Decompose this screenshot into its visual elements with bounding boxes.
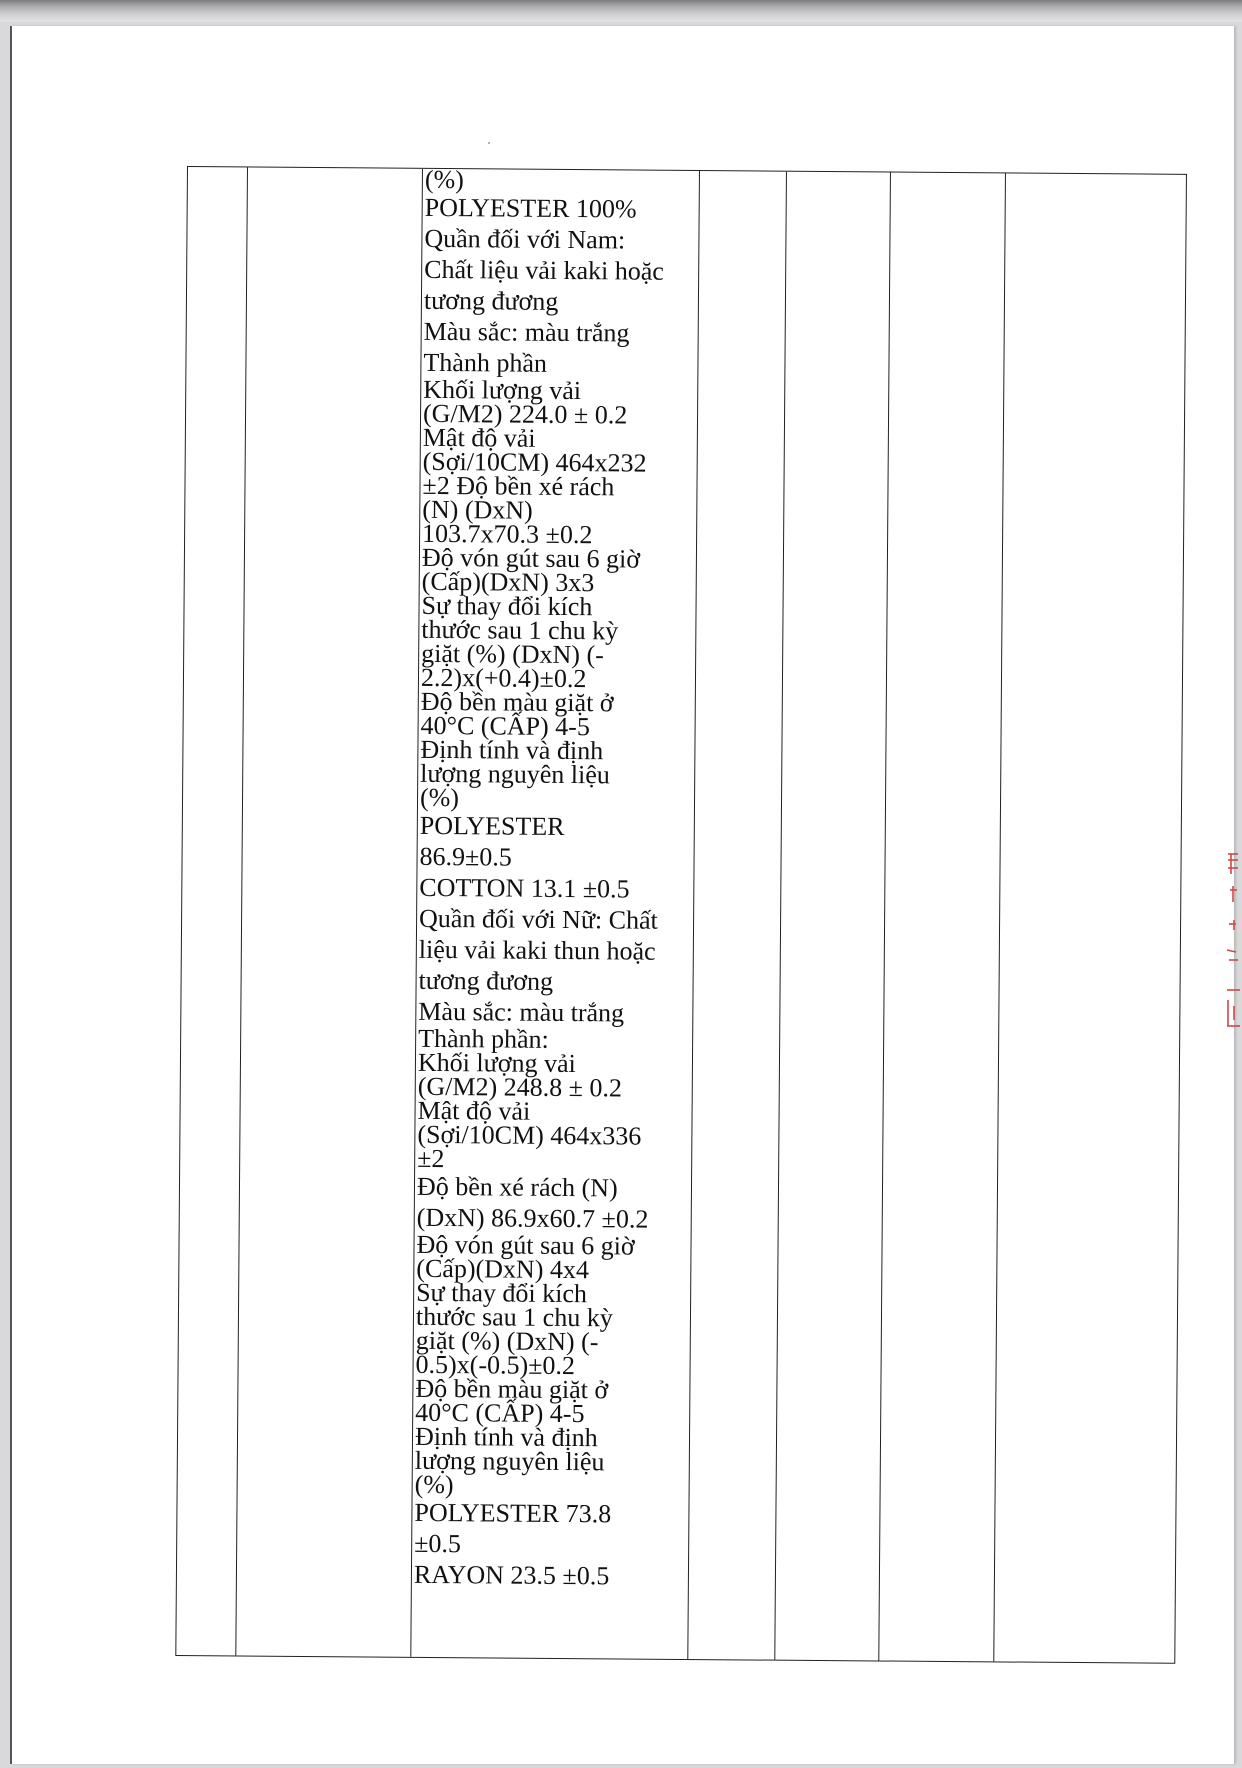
- spec-line: Độ vón gút sau 6 giờ: [416, 1229, 635, 1261]
- spec-line: liệu vải kaki thun hoặc: [418, 934, 656, 966]
- spec-line: Thành phần:: [418, 1023, 549, 1054]
- spec-line: giặt (%) (DxN) (-: [421, 638, 604, 670]
- spec-line: ±0.5: [414, 1528, 462, 1559]
- spec-line: (G/M2) 248.8 ± 0.2: [417, 1071, 623, 1103]
- spec-line: 2.2)x(+0.4)±0.2: [420, 662, 587, 694]
- spec-line: tương đương: [423, 285, 559, 316]
- scanner-top-strip: [0, 0, 1242, 22]
- spec-line: Định tính và định: [420, 734, 604, 766]
- scan-speck: [488, 142, 490, 144]
- document-page: [10, 26, 1234, 1764]
- spec-line: Mật độ vải: [422, 422, 536, 453]
- spec-line: Quần đối với Nữ: Chất: [418, 903, 658, 935]
- table-column-5: [775, 172, 891, 1661]
- spec-line: POLYESTER 73.8: [414, 1497, 612, 1529]
- spec-line: (Sợi/10CM) 464x336: [417, 1119, 642, 1151]
- spec-text-cell: [413, 164, 697, 1592]
- spec-line: Độ bền màu giặt ở: [420, 686, 614, 718]
- spec-line: (%): [414, 1469, 454, 1500]
- spec-line: 103.7x70.3 ±0.2: [422, 518, 593, 550]
- spec-line: (G/M2) 224.0 ± 0.2: [422, 398, 628, 430]
- spec-line: Thành phần: [423, 347, 548, 378]
- spec-line: 40°C (CẤP) 4-5: [415, 1397, 585, 1429]
- spec-line: (Cấp)(DxN) 4x4: [416, 1253, 590, 1285]
- spec-line: Màu sắc: màu trắng: [418, 996, 625, 1028]
- spec-line: lượng nguyên liệu: [420, 758, 610, 790]
- spec-line: giặt (%) (DxN) (-: [415, 1325, 599, 1357]
- spec-line: Quần đối với Nam:: [424, 223, 626, 255]
- table-column-7: [994, 173, 1186, 1662]
- spec-line: Mật độ vải: [417, 1095, 531, 1126]
- spec-line: Sự thay đổi kích: [421, 590, 593, 622]
- spec-line: tương đương: [418, 965, 554, 996]
- spec-line: COTTON 13.1 ±0.5: [419, 872, 630, 904]
- table-column-6: [879, 173, 1006, 1662]
- spec-line: ±2 Độ bền xé rách: [422, 470, 615, 502]
- spec-line: Độ vón gút sau 6 giờ: [421, 542, 641, 574]
- spec-line: thước sau 1 chu kỳ: [415, 1301, 613, 1333]
- spec-line: (Sợi/10CM) 464x232: [422, 446, 647, 478]
- spec-line: 0.5)x(-0.5)±0.2: [415, 1349, 576, 1381]
- spec-line: Định tính và định: [414, 1421, 598, 1453]
- spec-table: [175, 166, 1187, 1664]
- spec-line: Độ bền màu giặt ở: [415, 1373, 609, 1405]
- spec-line: 86.9±0.5: [419, 841, 512, 872]
- spec-line: Khối lượng vải: [417, 1047, 576, 1079]
- spec-line: POLYESTER 100%: [424, 192, 637, 224]
- spec-line: lượng nguyên liệu: [414, 1445, 605, 1477]
- table-column-2: [236, 167, 423, 1656]
- spec-line: Chất liệu vải kaki hoặc: [424, 254, 665, 286]
- spec-line: (%): [419, 782, 460, 813]
- spec-line: ±2: [417, 1143, 445, 1174]
- spec-line: Sự thay đổi kích: [416, 1277, 588, 1309]
- spec-line: Độ bền xé rách (N): [416, 1171, 618, 1203]
- spec-line: thước sau 1 chu kỳ: [421, 614, 619, 646]
- red-stamp-fragment: [1222, 850, 1242, 1040]
- spec-line: POLYESTER: [419, 810, 565, 841]
- spec-line: (DxN) 86.9x60.7 ±0.2: [416, 1202, 649, 1234]
- spec-line: (N) (DxN): [422, 494, 533, 525]
- spec-line: (Cấp)(DxN) 3x3: [421, 566, 595, 598]
- spec-line: Màu sắc: màu trắng: [423, 316, 630, 348]
- spec-line: RAYON 23.5 ±0.5: [413, 1559, 610, 1591]
- spec-line: (%): [424, 164, 464, 195]
- spec-line: Khối lượng vải: [423, 374, 582, 406]
- table-column-4: [688, 171, 787, 1660]
- spec-line: 40°C (CẤP) 4-5: [420, 710, 591, 742]
